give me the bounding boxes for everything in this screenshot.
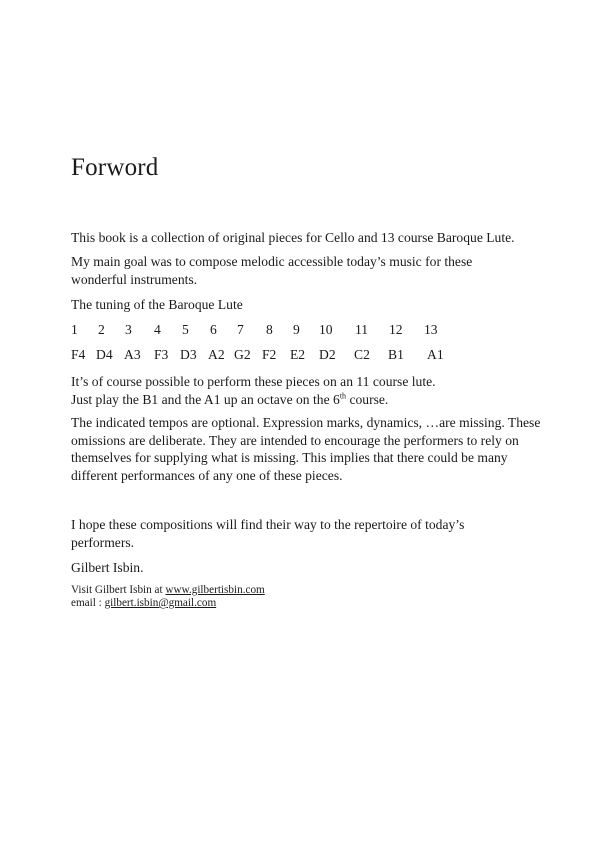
course-number: 7 xyxy=(237,322,244,337)
course-note: D4 xyxy=(96,347,113,362)
eleven-course-line-2-post: course. xyxy=(346,391,389,407)
tuning-heading: The tuning of the Baroque Lute xyxy=(71,297,243,312)
course-note: A2 xyxy=(208,347,225,362)
ordinal-suffix: th xyxy=(339,390,347,400)
email-line xyxy=(71,597,216,610)
email-label: email : xyxy=(71,597,105,609)
course-number: 5 xyxy=(182,322,189,337)
eleven-course-line-2-pre: Just play the B1 and the A1 up an octave on the 6 xyxy=(71,391,340,407)
goal-paragraph: My main goal was to compose melodic accessible today’s music for these wonderful instruments. xyxy=(71,254,473,287)
page-title: Forword xyxy=(71,154,159,181)
course-number: 10 xyxy=(319,322,333,337)
course-note: G2 xyxy=(234,347,251,362)
course-note: A1 xyxy=(427,347,444,362)
course-note: F3 xyxy=(154,347,169,362)
course-note: E2 xyxy=(290,347,306,362)
course-note: F4 xyxy=(71,347,86,362)
website-link[interactable]: www.gilbertisbin.com xyxy=(165,584,265,596)
eleven-course-line-1: It’s of course possible to perform these pieces on an 11 course lute. xyxy=(71,374,436,389)
course-number: 2 xyxy=(98,322,105,337)
course-note: D3 xyxy=(180,347,197,362)
course-note: B1 xyxy=(388,347,404,362)
course-number: 1 xyxy=(71,322,78,337)
eleven-course-line-2 xyxy=(71,391,541,409)
course-note: C2 xyxy=(354,347,370,362)
course-number: 9 xyxy=(293,322,300,337)
course-number: 6 xyxy=(210,322,217,337)
intro-paragraph: This book is a collection of original pieces for Cello and 13 course Baroque Lute. xyxy=(71,230,515,245)
course-note: D2 xyxy=(319,347,336,362)
hope-paragraph: I hope these compositions will find their way to the repertoire of today’s performers. xyxy=(71,517,465,550)
course-number: 3 xyxy=(125,322,132,337)
eleven-course-paragraph xyxy=(71,373,541,408)
course-number: 4 xyxy=(154,322,161,337)
signature: Gilbert Isbin. xyxy=(71,560,144,575)
course-note: A3 xyxy=(124,347,141,362)
visit-label: Visit Gilbert Isbin at xyxy=(71,584,166,596)
course-number: 13 xyxy=(424,322,438,337)
website-line xyxy=(71,584,265,597)
course-number: 12 xyxy=(389,322,403,337)
tempos-paragraph: The indicated tempos are optional. Expression marks, dynamics, …are missing. These omissions are deliberate. They are intended to encourage the performers to rely on themselves for supplying what is missing. This implies that there could be many different performances of any one of these pieces. xyxy=(71,415,541,483)
email-link[interactable]: gilbert.isbin@gmail.com xyxy=(104,597,217,609)
course-number: 11 xyxy=(355,322,369,337)
tuning-notes xyxy=(71,346,471,363)
tuning-course-numbers xyxy=(71,321,471,338)
course-number: 8 xyxy=(266,322,273,337)
course-note: F2 xyxy=(262,347,277,362)
